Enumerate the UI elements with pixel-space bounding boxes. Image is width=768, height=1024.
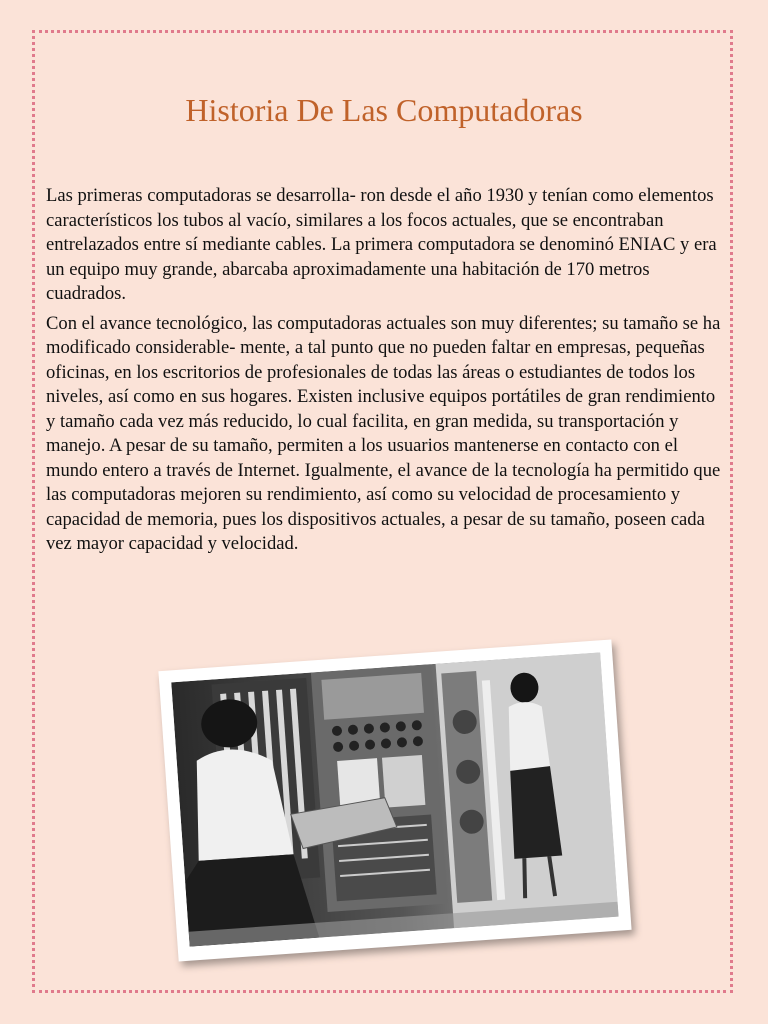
historic-computer-photo: [158, 640, 631, 962]
article-body: [46, 184, 722, 562]
eniac-photo-illustration: [171, 652, 618, 946]
page-title: Historia De Las Computadoras: [185, 92, 583, 128]
paragraph-2: Con el avance tecnológico, las computadoras actuales son muy diferentes; su tamaño se ha modificado considerable- mente, a tal punto que no pueden faltar en empresas, pequeñas oficinas, en los escritorios de profesionales de todas las áreas o estudiantes de todos los niveles, así como en sus hogares. Existen inclusive equipos portátiles de gran rendimiento y tamaño cada vez más reducido, lo cual facilita, en gran medida, su transportación y manejo. A pesar de su tamaño, permiten a los usuarios mantenerse en contacto con el mundo entero a través de Internet. Igualmente, el avance de la tecnología ha permitido que las computadoras mejoren su rendimiento, así como su velocidad de procesamiento y capacidad de memoria, pues los dispositivos actuales, a pesar de su tamaño, poseen cada vez mayor capacidad y velocidad.: [46, 312, 721, 554]
paragraph-1: Las primeras computadoras se desarrolla- ron desde el año 1930 y tenían como elementos característicos los tubos al vacío, similares a los focos actuales, que se encontraban entrelazados entre sí mediante cables. La primera computadora se denominó ENIAC y era un equipo muy grande, abarcaba aproximadamente una habitación de 170 metros cuadrados.: [46, 185, 717, 304]
